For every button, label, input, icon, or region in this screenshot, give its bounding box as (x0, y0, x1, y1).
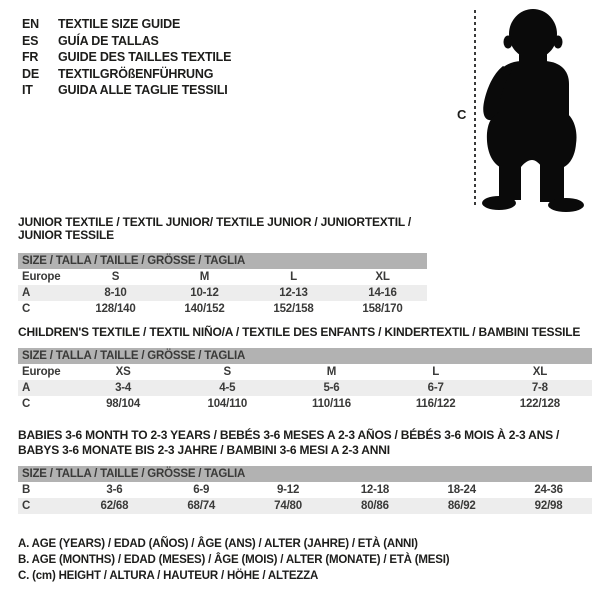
table-cell: L (290, 271, 297, 283)
junior-section (18, 216, 427, 317)
row-label: Europe (22, 366, 61, 378)
legend-title: GUIDE DES TAILLES TEXTILE (58, 50, 232, 64)
table-row (18, 380, 592, 396)
legend-title: GUÍA DE TALLAS (58, 33, 159, 48)
table-cell: 92/98 (534, 500, 563, 512)
table-cell: 74/80 (274, 500, 302, 512)
table-cell: 9-12 (276, 484, 300, 496)
table-cell: 62/68 (100, 500, 129, 512)
legend-row (22, 16, 231, 33)
footnote-b: B. AGE (MONTHS) / EDAD (MESES) / ÂGE (MOIS) / ALTER (MONATE) / ETÀ (MESI) (18, 554, 450, 566)
table-row (18, 364, 592, 380)
babies-title-line1: BABIES 3-6 MONTH TO 2-3 YEARS / BEBÉS 3-6 MESES A 2-3 AÑOS / BÉBÉS 3-6 MOIS À 2-3 ANS / (18, 428, 560, 442)
height-measure-label: C (457, 107, 467, 122)
table-cell: L (432, 366, 440, 378)
table-cell: 122/128 (519, 398, 560, 410)
children-section-title: CHILDREN'S TEXTILE / TEXTIL NIÑO/A / TEXTILE DES ENFANTS / KINDERTEXTIL / BAMBINI TESSILE (18, 325, 581, 339)
table-cell: 12-13 (279, 287, 308, 299)
language-code: EN (22, 17, 39, 31)
row-label: Europe (22, 271, 61, 283)
table-cell: 18-24 (447, 484, 476, 496)
table-row (18, 396, 592, 412)
junior-section-title: JUNIOR TEXTILE / TEXTIL JUNIOR/ TEXTILE JUNIOR / JUNIORTEXTIL / JUNIOR TESSILE (18, 215, 412, 242)
footnote-c: C. (cm) HEIGHT / ALTURA / HAUTEUR / HÖHE / ALTEZZA (18, 570, 319, 582)
table-cell: XL (375, 271, 390, 283)
table-cell: 7-8 (531, 382, 548, 394)
babies-size-table (18, 482, 592, 514)
table-cell: 6-9 (193, 484, 210, 496)
table-row (18, 269, 427, 285)
table-cell: M (199, 271, 210, 283)
table-cell: 140/152 (184, 303, 225, 315)
legend-row (22, 66, 231, 83)
babies-size-header-bar: SIZE / TALLA / TAILLE / GRÖSSE / TAGLIA (18, 466, 592, 482)
table-cell: 6-7 (427, 382, 444, 394)
baby-silhouette-icon (471, 4, 587, 216)
table-cell: 3-6 (106, 484, 123, 496)
table-cell: 86/92 (447, 500, 476, 512)
row-label: B (22, 484, 31, 496)
language-code: ES (22, 33, 39, 48)
legend-title: TEXTILGRÖßENFÜHRUNG (58, 66, 214, 81)
legend-title: TEXTILE SIZE GUIDE (58, 17, 181, 31)
language-code: DE (22, 66, 39, 81)
table-cell: XL (532, 366, 548, 378)
table-row (18, 301, 427, 317)
legend-row (22, 82, 231, 99)
children-size-header-bar: SIZE / TALLA / TAILLE / GRÖSSE / TAGLIA (18, 348, 592, 364)
table-row (18, 498, 592, 514)
table-row (18, 482, 592, 498)
language-code: IT (22, 83, 33, 97)
table-cell: 12-18 (360, 484, 390, 496)
table-cell: 3-4 (115, 382, 132, 394)
row-label: C (22, 398, 31, 410)
junior-size-table (18, 269, 427, 317)
table-cell: 8-10 (104, 287, 127, 299)
footnote-a: A. AGE (YEARS) / EDAD (AÑOS) / ÂGE (ANS) / ALTER (JAHRE) / ETÀ (ANNI) (18, 538, 418, 550)
table-cell: M (326, 366, 337, 378)
children-section (18, 326, 592, 412)
table-cell: 152/158 (273, 303, 314, 315)
table-cell: 14-16 (368, 287, 397, 299)
table-cell: 158/170 (362, 303, 403, 315)
row-label: C (22, 500, 31, 512)
baby-silhouette-shape (482, 9, 584, 212)
footnotes (18, 536, 449, 584)
junior-size-header-bar: SIZE / TALLA / TAILLE / GRÖSSE / TAGLIA (18, 253, 427, 269)
table-cell: 80/86 (361, 500, 389, 512)
babies-title-line2: BABYS 3-6 MONATE BIS 2-3 JAHRE / BAMBINI 3-6 MESI A 2-3 ANNI (18, 443, 390, 457)
language-code: FR (22, 50, 39, 64)
table-cell: 4-5 (219, 382, 236, 394)
table-cell: 110/116 (312, 398, 351, 410)
table-cell: 10-12 (190, 287, 219, 299)
table-cell: 128/140 (95, 303, 136, 315)
table-cell: 68/74 (187, 500, 216, 512)
children-size-table (18, 364, 592, 412)
table-cell: S (111, 271, 120, 283)
table-cell: 24-36 (534, 484, 563, 496)
legend-title: GUIDA ALLE TAGLIE TESSILI (58, 83, 228, 97)
legend-row (22, 49, 231, 66)
row-label: A (22, 382, 31, 394)
legend-row (22, 33, 231, 50)
babies-section (18, 428, 592, 514)
row-label: A (22, 287, 31, 299)
table-cell: 116/122 (415, 398, 456, 410)
row-label: C (22, 303, 31, 315)
table-row (18, 285, 427, 301)
table-cell: XS (115, 366, 131, 378)
table-cell: S (223, 366, 232, 378)
table-cell: 104/110 (207, 398, 248, 410)
language-legend (22, 16, 231, 99)
table-cell: 98/104 (106, 398, 141, 410)
table-cell: 5-6 (323, 382, 340, 394)
babies-section-title (18, 428, 592, 458)
